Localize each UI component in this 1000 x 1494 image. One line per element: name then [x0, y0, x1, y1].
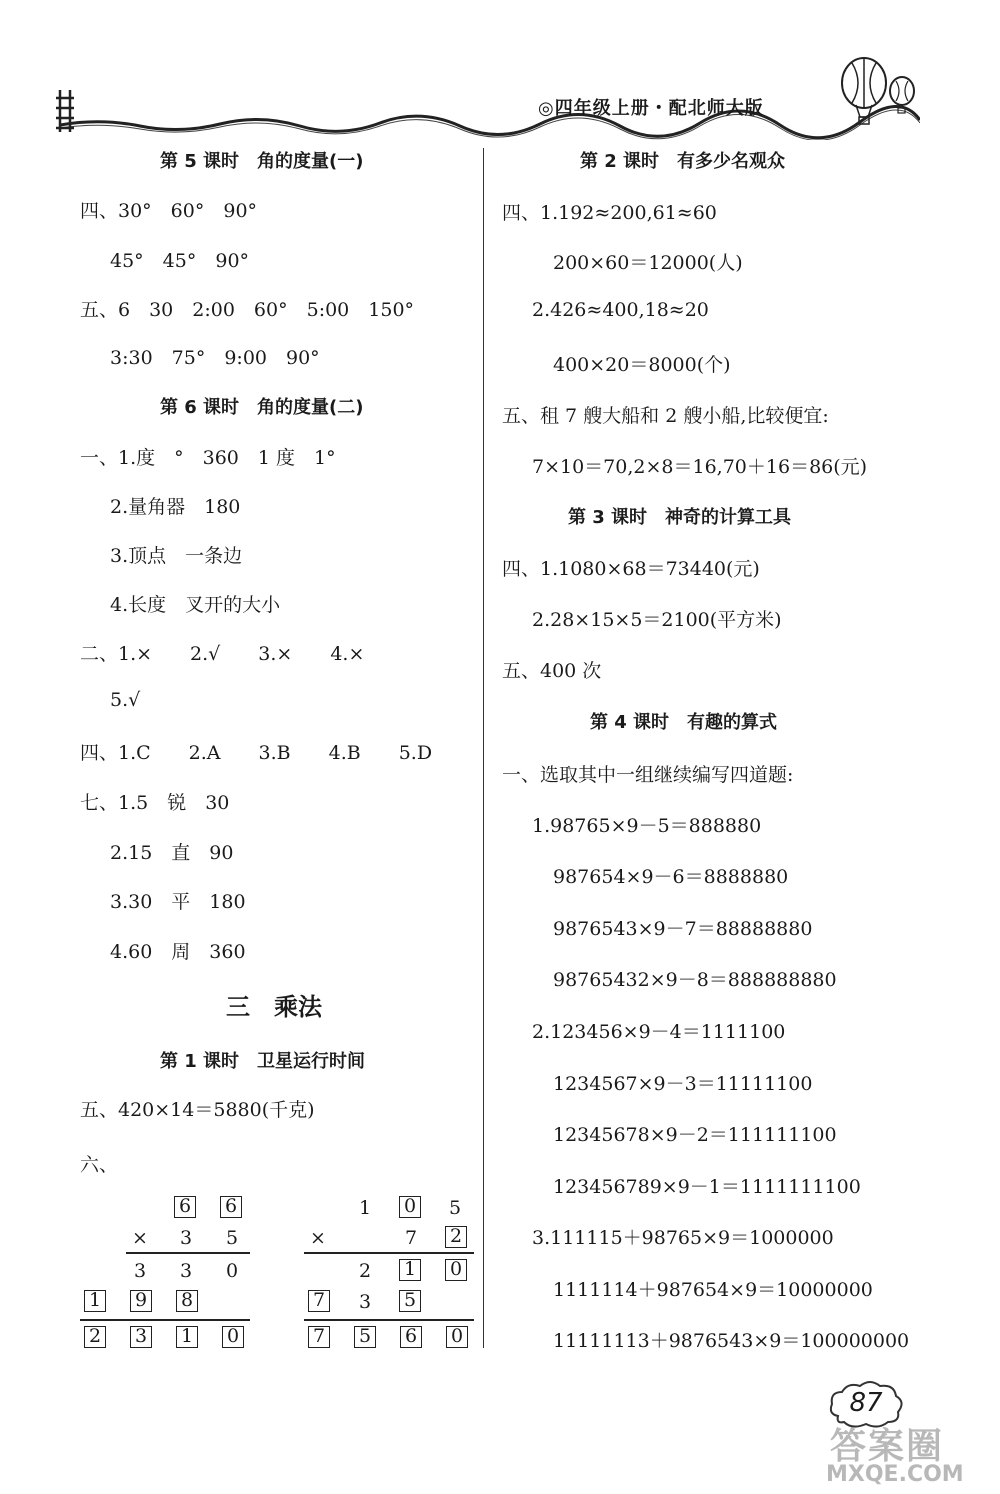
answer-line: 9876543×9－7＝88888880 — [553, 918, 813, 940]
answer-line: 2.426≈400,18≈20 — [532, 299, 709, 321]
answer-line: 2.15 直 90 — [110, 842, 234, 864]
digit-box: 6 — [400, 1326, 422, 1348]
answer-line: 7×10＝70,2×8＝16,70＋16＝86(元) — [532, 456, 868, 478]
answer-line: 987654×9－6＝8888880 — [553, 866, 789, 888]
answer-line: 一、1.度 ° 360 1 度 1° — [80, 447, 336, 469]
answer-line: 一、选取其中一组继续编写四道题: — [502, 764, 794, 786]
digit-box: 9 — [130, 1290, 152, 1312]
answer-line: 五、6 30 2:00 60° 5:00 150° — [80, 299, 415, 321]
answer-line: 4.长度 叉开的大小 — [110, 594, 281, 616]
digit-box: 1 — [176, 1326, 198, 1348]
answer-line: 3:30 75° 9:00 90° — [110, 347, 320, 369]
answer-line: 1.98765×9－5＝888880 — [532, 815, 762, 837]
answer-line: 2.28×15×5＝2100(平方米) — [532, 609, 782, 631]
answer-line: 4.60 周 360 — [110, 941, 246, 963]
digit: 7 — [404, 1227, 418, 1249]
rule-line — [304, 1252, 474, 1254]
answer-line: 七、1.5 锐 30 — [80, 792, 230, 814]
digit: 3 — [133, 1260, 147, 1282]
digit: 3 — [358, 1291, 372, 1313]
answer-line: 3.111115＋98765×9＝1000000 — [532, 1227, 834, 1249]
rule-line — [304, 1319, 474, 1321]
digit: 3 — [179, 1260, 193, 1282]
digit: 5 — [225, 1227, 239, 1249]
page-number: 87 — [849, 1388, 883, 1418]
digit-box: 0 — [222, 1326, 244, 1348]
answer-line: 123456789×9－1＝1111111100 — [553, 1176, 861, 1198]
column-divider — [483, 148, 484, 1348]
digit-box: 8 — [176, 1290, 198, 1312]
digit: 0 — [225, 1260, 239, 1282]
answer-line: 1234567×9－3＝11111100 — [553, 1073, 813, 1095]
answer-line: 3.30 平 180 — [110, 891, 246, 913]
hot-air-balloon-icon — [832, 55, 922, 130]
corner-ornament-icon — [54, 88, 84, 134]
digit-box: 5 — [354, 1326, 376, 1348]
answer-line: 五、租 7 艘大船和 2 艘小船,比较便宜: — [502, 405, 829, 427]
answer-line: 五、400 次 — [502, 660, 602, 682]
digit: 1 — [358, 1197, 372, 1219]
digit-box: 5 — [399, 1290, 421, 1312]
digit-box: 0 — [399, 1196, 421, 1218]
header-title: ◎四年级上册・配北师大版 — [538, 98, 764, 119]
digit-box: 3 — [130, 1326, 152, 1348]
digit: 2 — [358, 1260, 372, 1282]
rule-line — [80, 1319, 250, 1321]
section-heading: 第 2 课时 有多少名观众 — [580, 151, 786, 172]
digit-box: 1 — [399, 1259, 421, 1281]
digit-box: 2 — [84, 1326, 106, 1348]
watermark-site: MXQE.COM — [826, 1462, 964, 1487]
answer-line: 2.量角器 180 — [110, 496, 241, 518]
answer-line: 2.123456×9－4＝1111100 — [532, 1021, 786, 1043]
answer-line: 98765432×9－8＝888888880 — [553, 969, 837, 991]
digit-box: 0 — [446, 1326, 468, 1348]
answer-line: 5.√ — [110, 689, 141, 711]
answer-line: 11111113＋9876543×9＝100000000 — [553, 1330, 910, 1352]
digit-box: 7 — [308, 1326, 330, 1348]
digit-box: 0 — [445, 1259, 467, 1281]
section-heading: 第 4 课时 有趣的算式 — [590, 712, 778, 733]
times-sign: × — [132, 1227, 148, 1249]
header-rope-line — [60, 100, 920, 140]
answer-line: 四、1.C 2.A 3.B 4.B 5.D — [80, 742, 433, 764]
answer-line: 45° 45° 90° — [110, 250, 250, 272]
answer-line: 1111114＋987654×9＝10000000 — [553, 1279, 873, 1301]
answer-line: 3.顶点 一条边 — [110, 545, 243, 567]
answer-line: 二、1.× 2.√ 3.× 4.× — [80, 643, 365, 665]
digit-box: 1 — [84, 1290, 106, 1312]
digit: 5 — [448, 1197, 462, 1219]
digit: 3 — [179, 1227, 193, 1249]
answer-line: 12345678×9－2＝111111100 — [553, 1124, 837, 1146]
answer-line: 六、 — [80, 1154, 119, 1176]
answer-line: 四、1.192≈200,61≈60 — [502, 202, 717, 224]
digit-box: 2 — [445, 1226, 467, 1248]
rule-line — [126, 1252, 250, 1254]
digit-box: 7 — [308, 1290, 330, 1312]
answer-line: 400×20＝8000(个) — [553, 354, 731, 376]
times-sign: × — [310, 1227, 326, 1249]
digit-box: 6 — [220, 1196, 242, 1218]
chapter-title: 三 乘法 — [226, 993, 322, 1021]
watermark-logo: 答案圈 — [830, 1426, 945, 1467]
answer-line: 四、1.1080×68＝73440(元) — [502, 558, 760, 580]
digit-box: 6 — [174, 1196, 196, 1218]
section-heading: 第 3 课时 神奇的计算工具 — [568, 507, 792, 528]
answer-line: 四、30° 60° 90° — [80, 200, 258, 222]
section-heading: 第 6 课时 角的度量(二) — [160, 397, 364, 418]
answer-line: 200×60＝12000(人) — [553, 252, 743, 274]
section-heading: 第 5 课时 角的度量(一) — [160, 151, 364, 172]
section-heading: 第 1 课时 卫星运行时间 — [160, 1051, 366, 1072]
answer-line: 五、420×14＝5880(千克) — [80, 1099, 315, 1121]
